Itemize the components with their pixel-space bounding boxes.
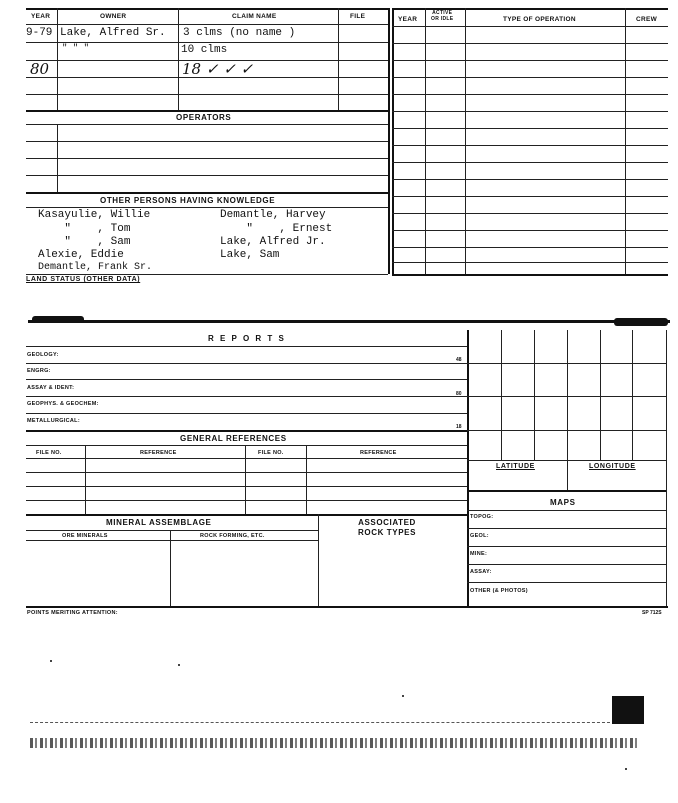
claim-name: 18 ✓ ✓ ✓ [182,60,254,78]
person-name: Demantle, Frank Sr. [38,262,153,273]
report-number: 18 [456,424,462,430]
col-header-crew: CREW [636,16,658,23]
person-name: " , Ernest [220,223,333,235]
col-header-reference: REFERENCE [140,450,177,456]
maps-item-mine: MINE: [470,551,488,557]
claim-year: 9-79 [26,27,53,39]
divider-blot [32,316,84,323]
col-header-active-idle: ACTIVE OR IDLE [431,10,454,22]
report-number: 80 [456,391,462,397]
col-header-type-of-operation: TYPE OF OPERATION [503,16,576,23]
report-label-geology: GEOLOGY: [27,352,59,358]
form-number: SP 712S [642,610,662,616]
bottom-rule [26,606,668,608]
col-header-reference: REFERENCE [360,450,397,456]
col-header-claim-name: CLAIM NAME [232,13,277,20]
operators-title: OPERATORS [176,113,232,122]
col-header-file-no: FILE NO. [258,450,284,456]
divider-blot [614,318,668,326]
col-header-file-no: FILE NO. [36,450,62,456]
person-name: " , Sam [38,236,131,248]
section-divider [28,320,670,323]
person-name: Kasayulie, Willie [38,209,151,221]
person-name: " , Tom [38,223,131,235]
mineral-assemblage-title: MINERAL ASSEMBLAGE [106,518,212,527]
maps-item-topog: TOPOG: [470,514,494,520]
col-header-year: YEAR [398,16,418,23]
maps-title: MAPS [550,498,576,507]
col-header-file: FILE [350,13,366,20]
claim-name: 10 clms [181,44,228,56]
person-name: Lake, Alfred Jr. [220,236,326,248]
longitude-label: LONGITUDE [589,463,636,470]
latitude-label: LATITUDE [496,463,535,470]
maps-item-assay: ASSAY: [470,569,492,575]
reports-title: R E P O R T S [208,334,286,343]
col-header-year: YEAR [31,13,51,20]
other-persons-title: OTHER PERSONS HAVING KNOWLEDGE [100,196,276,205]
maps-item-geol: GEOL: [470,533,489,539]
report-label-geophys: GEOPHYS. & GEOCHEM: [27,401,99,407]
associated-rock-types-title: ASSOCIATED ROCK TYPES [358,518,417,537]
person-name: Alexie, Eddie [38,249,124,261]
report-number: 48 [456,357,462,363]
col-header-owner: OWNER [100,13,127,20]
person-name: Lake, Sam [220,249,280,261]
general-references-title: GENERAL REFERENCES [180,434,287,443]
maps-item-other: OTHER (& PHOTOS) [470,588,528,594]
claim-name: 3 clms (no name ) [183,27,296,39]
report-label-metallurgical: METALLURGICAL: [27,418,80,424]
report-label-engrg: ENGRG: [27,368,51,374]
report-label-assay: ASSAY & IDENT: [27,385,75,391]
person-name: Demantle, Harvey [220,209,326,221]
points-meriting-attention-label: POINTS MERITING ATTENTION: [27,610,118,616]
claim-year: 80 [30,60,50,78]
claim-owner: " " " [62,43,90,53]
claim-owner: Lake, Alfred Sr. [60,27,166,39]
col-header-rock-forming: ROCK FORMING, ETC. [200,533,265,539]
land-status-label: LAND STATUS (OTHER DATA) [26,276,141,283]
col-header-ore-minerals: ORE MINERALS [62,533,108,539]
